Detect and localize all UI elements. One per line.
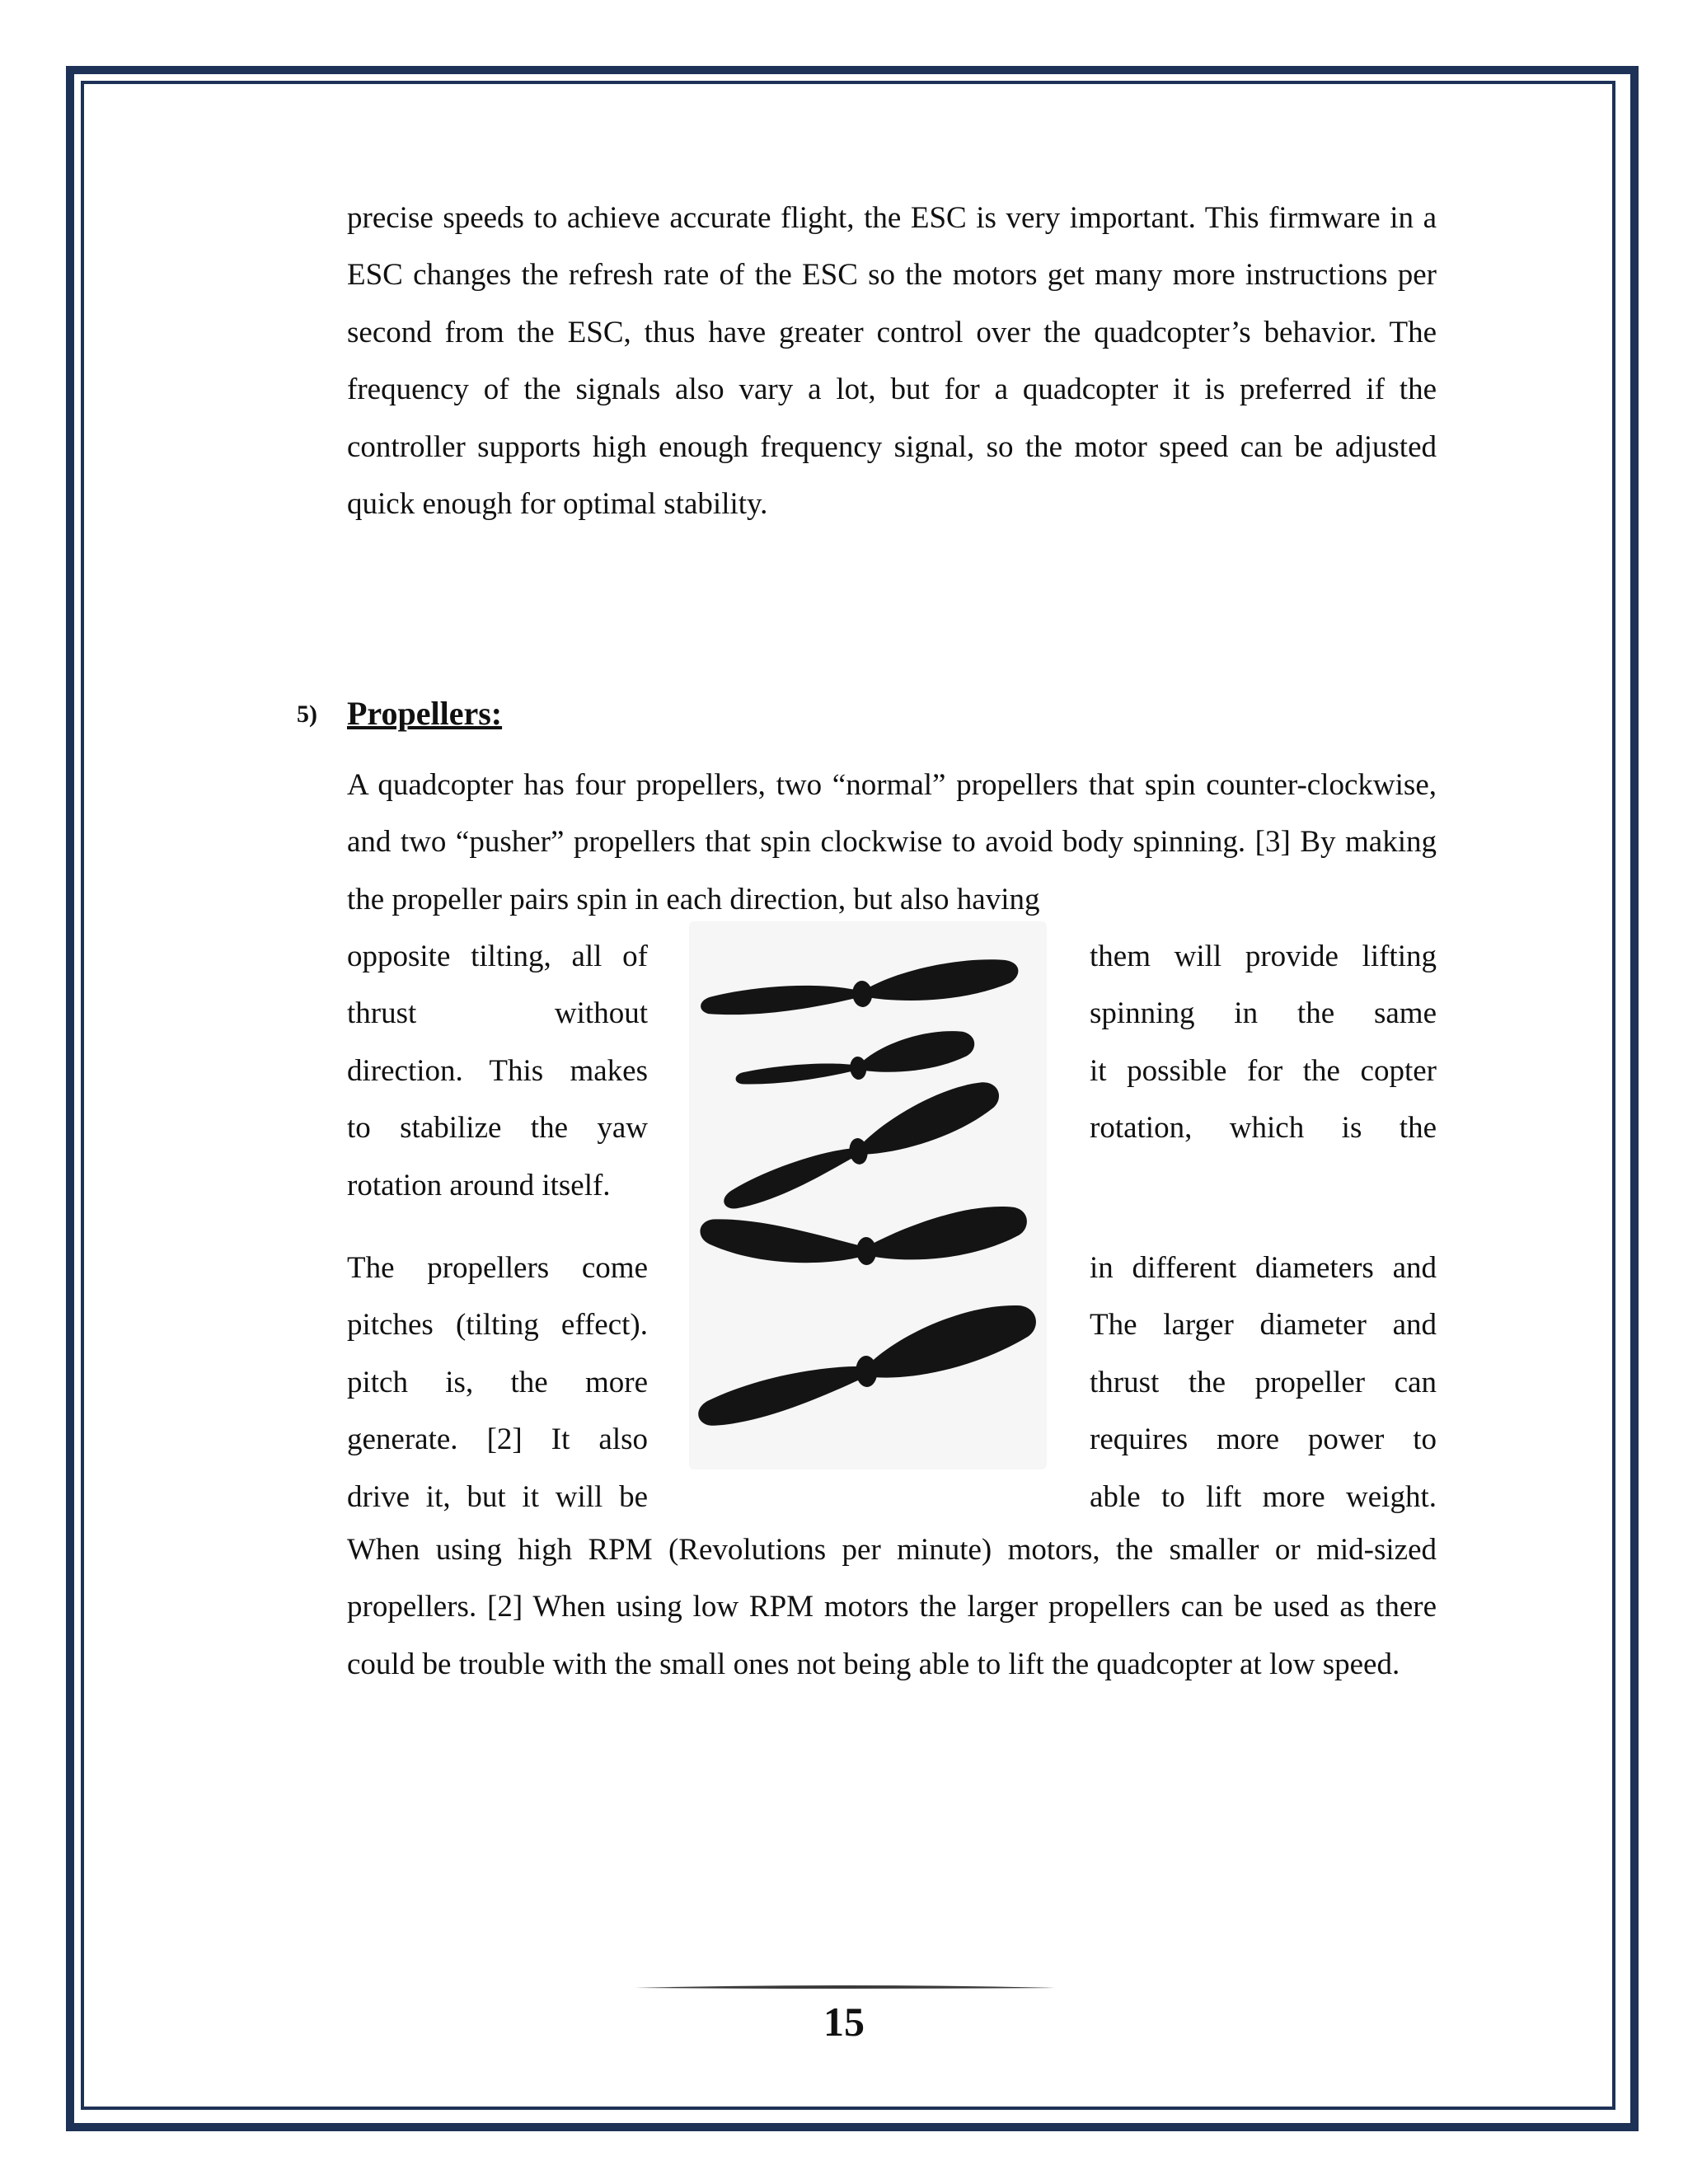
wrap-left-line: generate. [2] It also: [347, 1422, 648, 1457]
wrap-right-line: in different diameters and: [1090, 1251, 1437, 1285]
wrap-left-line: direction. This makes: [347, 1053, 648, 1088]
wrap-left-column-2: [347, 1240, 648, 1526]
propeller-3: [712, 1080, 1009, 1211]
footer-divider: [635, 1985, 1055, 1991]
wrap-left-line: to stabilize the yaw: [347, 1111, 648, 1146]
wrap-left-line: rotation around itself.: [347, 1168, 611, 1202]
section-heading: Propellers:: [347, 695, 503, 732]
propeller-1: [699, 957, 1020, 1018]
wrap-right-line: able to lift more weight.: [1090, 1479, 1437, 1514]
wrap-left-line: pitches (tilting effect).: [347, 1308, 648, 1343]
propellers-photo: [689, 921, 1047, 1469]
wrap-right-column-2: [1090, 1240, 1437, 1526]
wrap-right-column-1: [1090, 928, 1437, 1157]
wrap-right-line: thrust the propeller can: [1090, 1365, 1437, 1399]
propeller-2: [733, 1029, 976, 1090]
wrap-right-line: rotation, which is the: [1090, 1111, 1437, 1146]
propellers-paragraph-intro: A quadcopter has four propellers, two “normal” propellers that spin counter-clockwise, and two “pusher” propellers that spin clockwise to avoid body spinning. [3] By making the propeller pairs spin in each direction, but also having: [347, 768, 1437, 916]
wrap-left-line: pitch is, the more: [347, 1365, 648, 1399]
wrap-right-line: them will provide lifting: [1090, 940, 1437, 973]
propellers-illustration: [689, 921, 1047, 1469]
wrap-left-line: opposite tilting, all of: [347, 940, 648, 973]
wrap-right-line: it possible for the copter: [1090, 1053, 1437, 1088]
wrap-right-line: spinning in the same: [1090, 996, 1437, 1031]
propeller-5: [693, 1304, 1040, 1426]
propeller-4: [700, 1206, 1029, 1271]
wrap-left-column-1: [347, 928, 648, 1214]
wrap-left-line: The propellers come: [347, 1251, 648, 1285]
wrap-right-line: requires more power to: [1090, 1422, 1437, 1457]
wrap-left-line: drive it, but it will be: [347, 1479, 648, 1514]
page-number: 15: [823, 1999, 865, 2045]
section-number: 5): [297, 701, 317, 728]
wrap-right-line: The larger diameter and: [1090, 1308, 1437, 1343]
wrap-left-line: thrust without: [347, 996, 648, 1031]
propellers-paragraph-closing: When using high RPM (Revolutions per minute) motors, the smaller or mid-sized propellers. [2] When using low RPM motors the larger propellers can be used as there could be trouble with the small ones not being able to lift the quadcopter at low speed.: [347, 1533, 1437, 1681]
intro-paragraph: precise speeds to achieve accurate flight, the ESC is very important. This firmware in a ESC changes the refresh rate of the ESC so the motors get many more instructions per second from the ESC, thus have greater control over the quadcopter’s behavior. The frequency of the signals also vary a lot, but for a quadcopter it is preferred if the controller supports high enough frequency signal, so the motor speed can be adjusted quick enough for optimal stability.: [347, 201, 1437, 522]
